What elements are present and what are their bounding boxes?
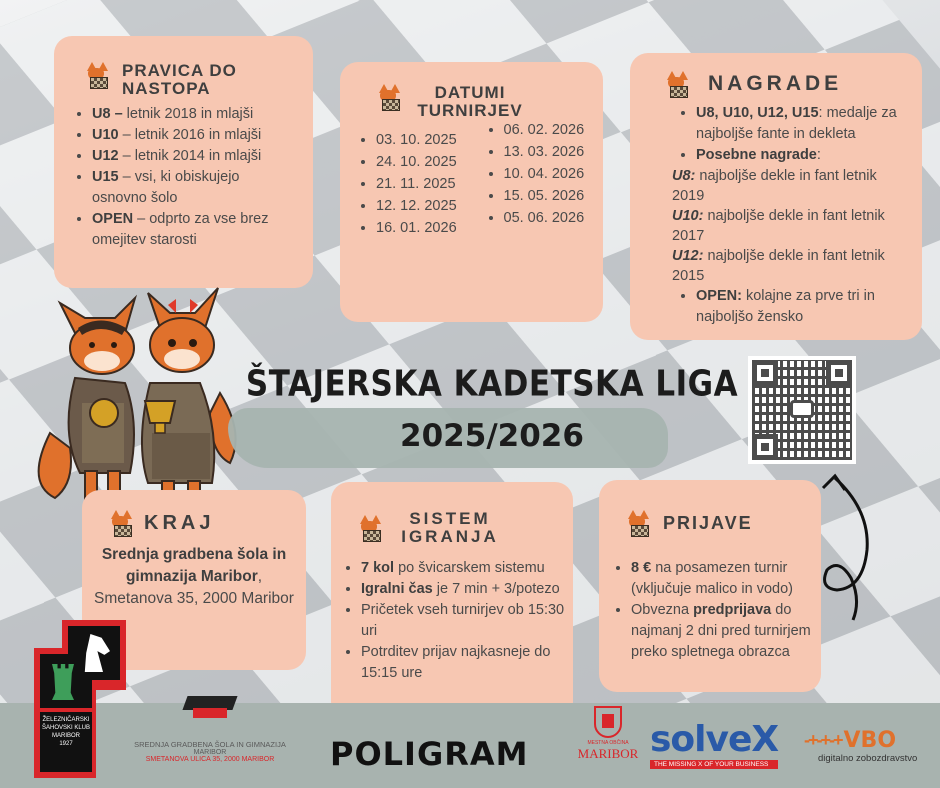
list-item: • OPEN – odprto za vse brez omejitev starosti	[92, 209, 313, 251]
poligram-logo: POLIGRAM	[330, 735, 529, 773]
fox-chess-icon	[376, 84, 402, 110]
club-name: ŽELEZNIČARSKI ŠAHOVSKI KLUB MARIBOR	[41, 717, 91, 739]
rules-list	[331, 558, 573, 684]
date-item: • 24. 10. 2025	[376, 152, 476, 173]
rook-icon	[52, 664, 74, 700]
prizes-list	[630, 103, 922, 166]
age-list	[54, 104, 313, 251]
card-pravica	[54, 36, 313, 288]
list-item: • U12 – letnik 2014 in mlajši	[92, 146, 313, 167]
list-item: • U8, U10, U12, U15: medalje za najboljše fante in dekleta	[696, 103, 906, 145]
card-title: SISTEM IGRANJA	[401, 509, 499, 546]
solvex-wordmark: solveX	[650, 719, 779, 760]
list-item: • 8 € na posamezen turnir (vključuje malico in vodo)	[631, 558, 813, 600]
qr-finder	[826, 360, 852, 386]
card-title: DATUMI TURNIRJEV	[417, 83, 523, 120]
qr-modules	[752, 360, 852, 460]
fox-chess-icon	[108, 510, 134, 536]
date-item: • 16. 01. 2026	[376, 218, 476, 239]
list-item: • OPEN: kolajne za prve tri in najboljšo žensko	[696, 286, 906, 328]
registration-list	[599, 558, 821, 663]
maribor-label: MARIBOR	[577, 746, 639, 761]
prizes-list-open	[630, 286, 922, 328]
dates-column-1	[340, 130, 476, 239]
vbo-logo	[804, 728, 917, 764]
date-item: • 15. 05. 2026	[504, 186, 604, 207]
graduation-cap-icon	[175, 696, 245, 720]
list-item: • Potrditev prijav najkasneje do 15:15 ure	[361, 642, 569, 684]
list-item: • U8 – letnik 2018 in mlajši	[92, 104, 313, 125]
curly-arrow	[815, 470, 885, 630]
title-line-1: ŠTAJERSKA KADETSKA LIGA	[245, 363, 739, 405]
card-datumi	[340, 62, 603, 322]
maribor-logo	[577, 706, 639, 762]
fox-chess-icon	[84, 62, 110, 88]
fox-chess-icon	[357, 515, 383, 541]
card-prijave	[599, 480, 821, 692]
card-title: KRAJ	[144, 511, 215, 534]
date-item: • 13. 03. 2026	[504, 142, 604, 163]
solvex-logo	[650, 719, 779, 769]
date-item: • 12. 12. 2025	[376, 196, 476, 217]
list-item: • 7 kol po švicarskem sistemu	[361, 558, 569, 579]
maribor-label-small: MESTNA OBČINA	[587, 740, 629, 746]
fox-mascots-illustration	[30, 283, 240, 513]
list-item: • U10 – letnik 2016 in mlajši	[92, 125, 313, 146]
poster-title	[232, 362, 752, 458]
club-logo	[34, 620, 126, 780]
school-city: MARIBOR	[193, 749, 227, 756]
qr-finder	[752, 434, 778, 460]
card-title: PRAVICA DO NASTOPA	[122, 61, 237, 98]
dates-column-2	[476, 120, 604, 239]
list-item: • U15 – vsi, ki obiskujejo osnovno šolo	[92, 167, 313, 209]
venue-address: Srednja gradbena šola in gimnazija Maribor, Smetanova 35, 2000 Maribor	[94, 546, 294, 607]
prize-u10: U10: najboljše dekle in fant letnik 2017	[672, 208, 885, 244]
title-line-2: 2025/2026	[400, 418, 584, 454]
date-item: • 10. 04. 2026	[504, 164, 604, 185]
qr-center-logo	[790, 400, 814, 418]
list-item: • Obvezna predprijava do najmanj 2 dni pred turnirjem preko spletnega obrazca	[631, 600, 813, 663]
list-item: • Pričetek vseh turnirjev ob 15:30 uri	[361, 600, 569, 642]
maribor-coat-of-arms-icon	[594, 706, 622, 738]
fox-chess-icon	[625, 510, 651, 536]
card-title: PRIJAVE	[663, 512, 753, 533]
plus-icon: -+-+-+	[804, 730, 842, 750]
vbo-tagline: digitalno zobozdravstvo	[818, 753, 918, 764]
school-logo	[120, 696, 300, 776]
club-year: 1927	[59, 741, 73, 747]
prize-u8: U8: najboljše dekle in fant letnik 2019	[672, 168, 877, 204]
date-item: • 05. 06. 2026	[504, 208, 604, 229]
registration-qr-code[interactable]	[748, 356, 856, 464]
list-item: • Igralni čas je 7 min + 3/potezo	[361, 579, 569, 600]
card-sistem	[331, 482, 573, 720]
card-title: NAGRADE	[708, 71, 843, 95]
school-name: SREDNJA GRADBENA ŠOLA IN GIMNAZIJA	[134, 740, 286, 749]
school-address: SMETANOVA ULICA 35, 2000 MARIBOR	[145, 756, 275, 763]
card-nagrade	[630, 53, 922, 340]
solvex-tagline: THE MISSING X OF YOUR BUSINESS	[650, 760, 778, 769]
qr-finder	[752, 360, 778, 386]
date-item: • 06. 02. 2026	[504, 120, 604, 141]
date-item: • 03. 10. 2025	[376, 130, 476, 151]
vbo-wordmark: VBO	[843, 728, 897, 753]
fox-chess-icon	[664, 71, 690, 97]
prize-u12: U12: najboljše dekle in fant letnik 2015	[672, 248, 885, 284]
date-item: • 21. 11. 2025	[376, 174, 476, 195]
list-item: • Posebne nagrade:	[696, 145, 906, 166]
